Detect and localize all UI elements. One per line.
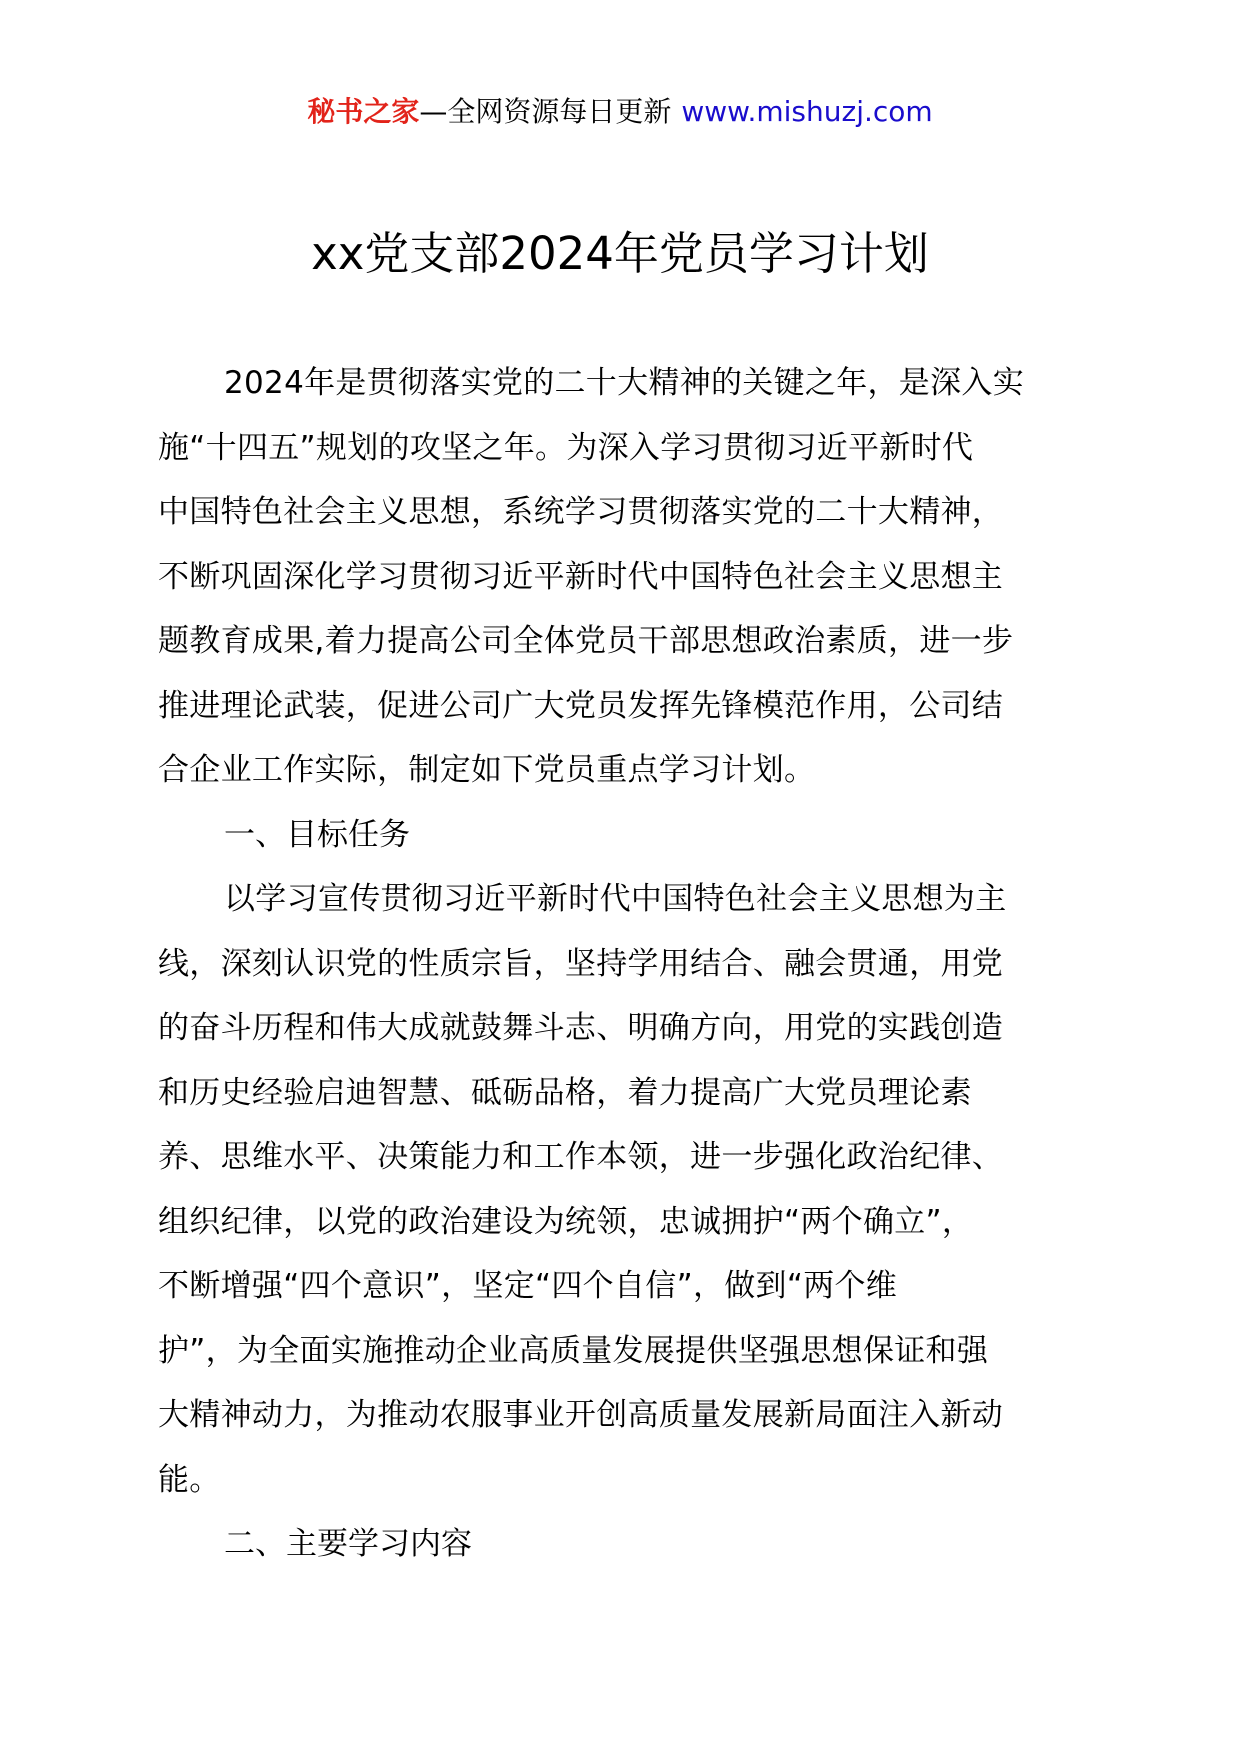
goals-line: 以学习宣传贯彻习近平新时代中国特色社会主义思想为主: [224, 881, 1007, 917]
goals-line: 护”，为全面实施推动企业高质量发展提供坚强思想保证和强: [158, 1332, 989, 1369]
intro-line: 合企业工作实际，制定如下党员重点学习计划。: [158, 752, 816, 788]
site-url-link[interactable]: www.mishuzj.com: [681, 95, 933, 128]
goals-line: 不断增强“四个意识”，坚定“四个自信”，做到“两个维: [158, 1268, 898, 1304]
intro-line: 推进理论武装，促进公司广大党员发挥先锋模范作用，公司结: [158, 687, 1004, 724]
section-heading-goals: 一、目标任务: [224, 816, 410, 853]
brand-name: 秘书之家: [307, 95, 420, 128]
section-heading-content: 二、主要学习内容: [224, 1526, 472, 1562]
goals-line: 养、思维水平、决策能力和工作本领，进一步强化政治纪律、: [158, 1139, 1004, 1175]
goals-line: 和历史经验启迪智慧、砥砺品格，着力提高广大党员理论素: [158, 1074, 972, 1111]
header-tagline: —全网资源每日更新: [419, 95, 672, 128]
intro-paragraph: [158, 351, 1088, 803]
intro-line: 2024年是贯彻落实党的二十大精神的关键之年，是深入实: [224, 365, 1024, 401]
site-header: [0, 92, 1240, 132]
intro-line: 题教育成果,着力提高公司全体党员干部思想政治素质，进一步: [158, 623, 1014, 659]
goals-paragraph: [158, 867, 1088, 1512]
intro-line: 中国特色社会主义思想，系统学习贯彻落实党的二十大精神，: [158, 494, 1004, 530]
goals-line: 组织纪律，以党的政治建设为统领，忠诚拥护“两个确立”，: [158, 1203, 974, 1240]
goals-line: 的奋斗历程和伟大成就鼓舞斗志、明确方向，用党的实践创造: [158, 1010, 1004, 1046]
document-body: [158, 351, 1088, 1577]
document-title: xx党支部2024年党员学习计划: [311, 227, 929, 280]
intro-line: 施“十四五”规划的攻坚之年。为深入学习贯彻习近平新时代: [158, 429, 974, 466]
goals-line: 能。: [158, 1461, 221, 1498]
goals-line: 大精神动力，为推动农服事业开创高质量发展新局面注入新动: [158, 1397, 1004, 1433]
intro-line: 不断巩固深化学习贯彻习近平新时代中国特色社会主义思想主: [158, 558, 1004, 595]
goals-line: 线，深刻认识党的性质宗旨，坚持学用结合、融会贯通，用党: [158, 945, 1004, 982]
